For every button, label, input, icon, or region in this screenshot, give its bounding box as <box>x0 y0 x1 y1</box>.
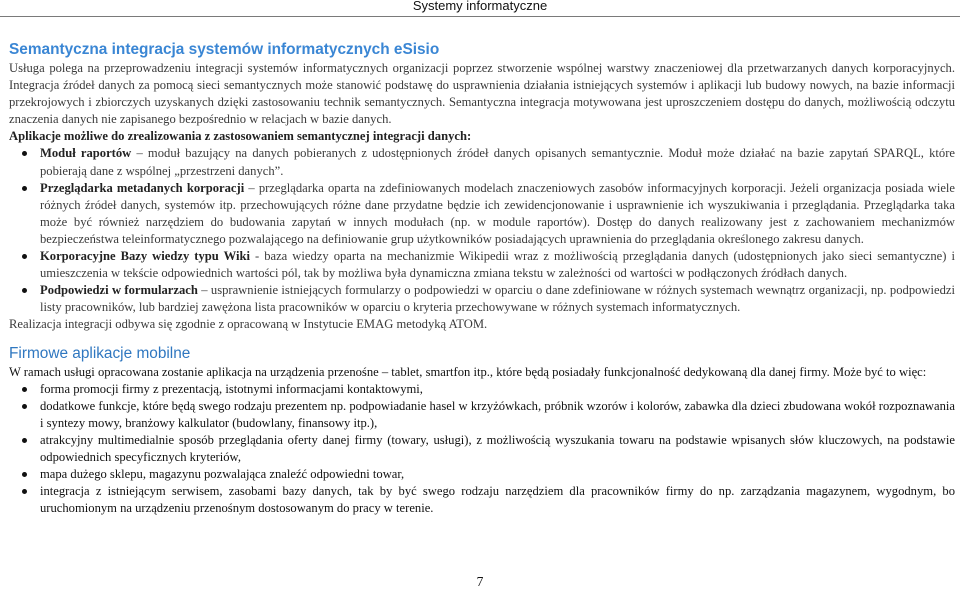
list-item: forma promocji firmy z prezentacją, istotnymi informacjami kontaktowymi, <box>9 381 955 398</box>
mobile-apps-list <box>9 381 955 518</box>
page-number: 7 <box>476 574 484 589</box>
list-item-text: – moduł bazujący na danych pobieranych z udostępnionych źródeł danych opisanych semantycznie. Moduł może działać na bazie zapytań SPARQL, które pobierają dane z wspólnej „przestrzeni danych”. <box>40 146 955 178</box>
list-item-lead: Przeglądarka metadanych korporacji <box>40 180 245 195</box>
running-header: Systemy informatyczne <box>412 0 548 13</box>
list-item-lead: Podpowiedzi w formularzach <box>40 283 198 298</box>
section2-paragraph: W ramach usługi opracowana zostanie aplikacja na urządzenia przenośne – tablet, smartfon itp., które będą posiadały funkcjonalność dedykowaną dla danej firmy. Może być to więc: <box>9 364 927 379</box>
apps-list <box>9 145 955 316</box>
apps-intro: Aplikacje możliwe do zrealizowania z zastosowaniem semantycznej integracji danych: <box>9 129 472 144</box>
list-item: mapa dużego sklepu, magazynu pozwalająca znaleźć odpowiedni towar, <box>9 466 955 483</box>
list-item <box>9 282 955 316</box>
list-item-lead: Moduł raportów <box>40 146 132 161</box>
section-heading-semantic-integration: Semantyczna integracja systemów informatycznych eSisio <box>9 41 440 58</box>
list-item-text: - baza wiedzy oparta na mechanizmie Wikipedii wraz z możliwością przeglądania danych (udostępnionych jako sieci semantyczne) i umieszczenia w tekście odpowiednich wartości pól, tak by możliwa była dynamiczna zmiana tekstu w zależności od wartości w podłączonych źródłach danych. <box>40 249 955 281</box>
section-gap <box>9 334 955 344</box>
section-heading-mobile-apps: Firmowe aplikacje mobilne <box>9 344 191 362</box>
header-rule <box>0 16 960 17</box>
section1-paragraph: Usługa polega na przeprowadzeniu integracji systemów informatycznych organizacji poprzez stworzenie wspólnej warstwy znaczeniowej dla przetwarzanych danych korporacyjnych. Integracja źródeł danych za pomocą sieci semantycznych może stanowić podstawę do usprawnienia działania istniejących systemów i aplikacji lub budowy nowych, na bazie informacji przekrojowych i zbiorczych uzyskanych dzięki zastosowaniu technik semantycznych. Semantyczna integracja motywowana jest uproszczeniem dostępu do danych, możliwością odczytu znaczenia danych nie zapisanego bezpośrednio w relacjach w bazie danych. <box>9 61 955 127</box>
page-content <box>9 40 955 517</box>
list-item <box>9 145 955 179</box>
section1-closing: Realizacja integracji odbywa się zgodnie z opracowaną w Instytucie EMAG metodyką ATOM. <box>9 317 488 332</box>
list-item-lead: Korporacyjne Bazy wiedzy typu Wiki <box>40 249 250 264</box>
list-item <box>9 180 955 248</box>
list-item-text: – przeglądarka oparta na zdefiniowanych modelach znaczeniowych zasobów informacyjnych korporacji. Jeżeli organizacja posiada wiele różnych źródeł danych, systemów itp. przechowujących różne dane przydatne będzie ich zewidencjonowanie i usprawnienie ich wyszukiwania i przeglądania. Przeglądarka taka może być również narzędziem do budowania zapytań w innych modułach (np. w module raportów). Dostęp do danych realizowany jest z zachowaniem mechanizmów bezpieczeństwa teleinformatycznego pozwalającego na definiowanie grup użytkowników posiadających uprawnienia do przeglądania określonego zakresu danych. <box>40 180 955 246</box>
list-item-text: – usprawnienie istniejących formularzy o podpowiedzi w oparciu o dane zdefiniowane w różnych systemach wewnątrz organizacji, np. podpowiedzi listy pracowników, lub bardziej zawężona lista pracowników w oparciu o kryteria przechowywane w różnych systemach informatycznych. <box>40 283 955 315</box>
list-item: atrakcyjny multimedialnie sposób przeglądania oferty danej firmy (towary, usługi), z możliwością wyszukania towaru na podstawie wpisanych słów kluczowych, na podstawie odpowiednich specyficznych kryteriów, <box>9 432 955 466</box>
list-item <box>9 248 955 282</box>
list-item: dodatkowe funkcje, które będą swego rodzaju prezentem np. podpowiadanie hasel w krzyżówkach, próbnik wzorów i kolorów, zabawka dla dzieci zbudowana wokół rozpoznawania i syntezy mowy, branżowy kalkulator (budowlany, finansowy itp.), <box>9 398 955 432</box>
list-item: integracja z istniejącym serwisem, zasobami bazy danych, tak by być swego rodzaju narzędziem dla pracowników firmy do np. zarządzania magazynem, wygodnym, bo uruchomionym na urządzeniu przenośnym dostosowanym do pracy w terenie. <box>9 483 955 517</box>
